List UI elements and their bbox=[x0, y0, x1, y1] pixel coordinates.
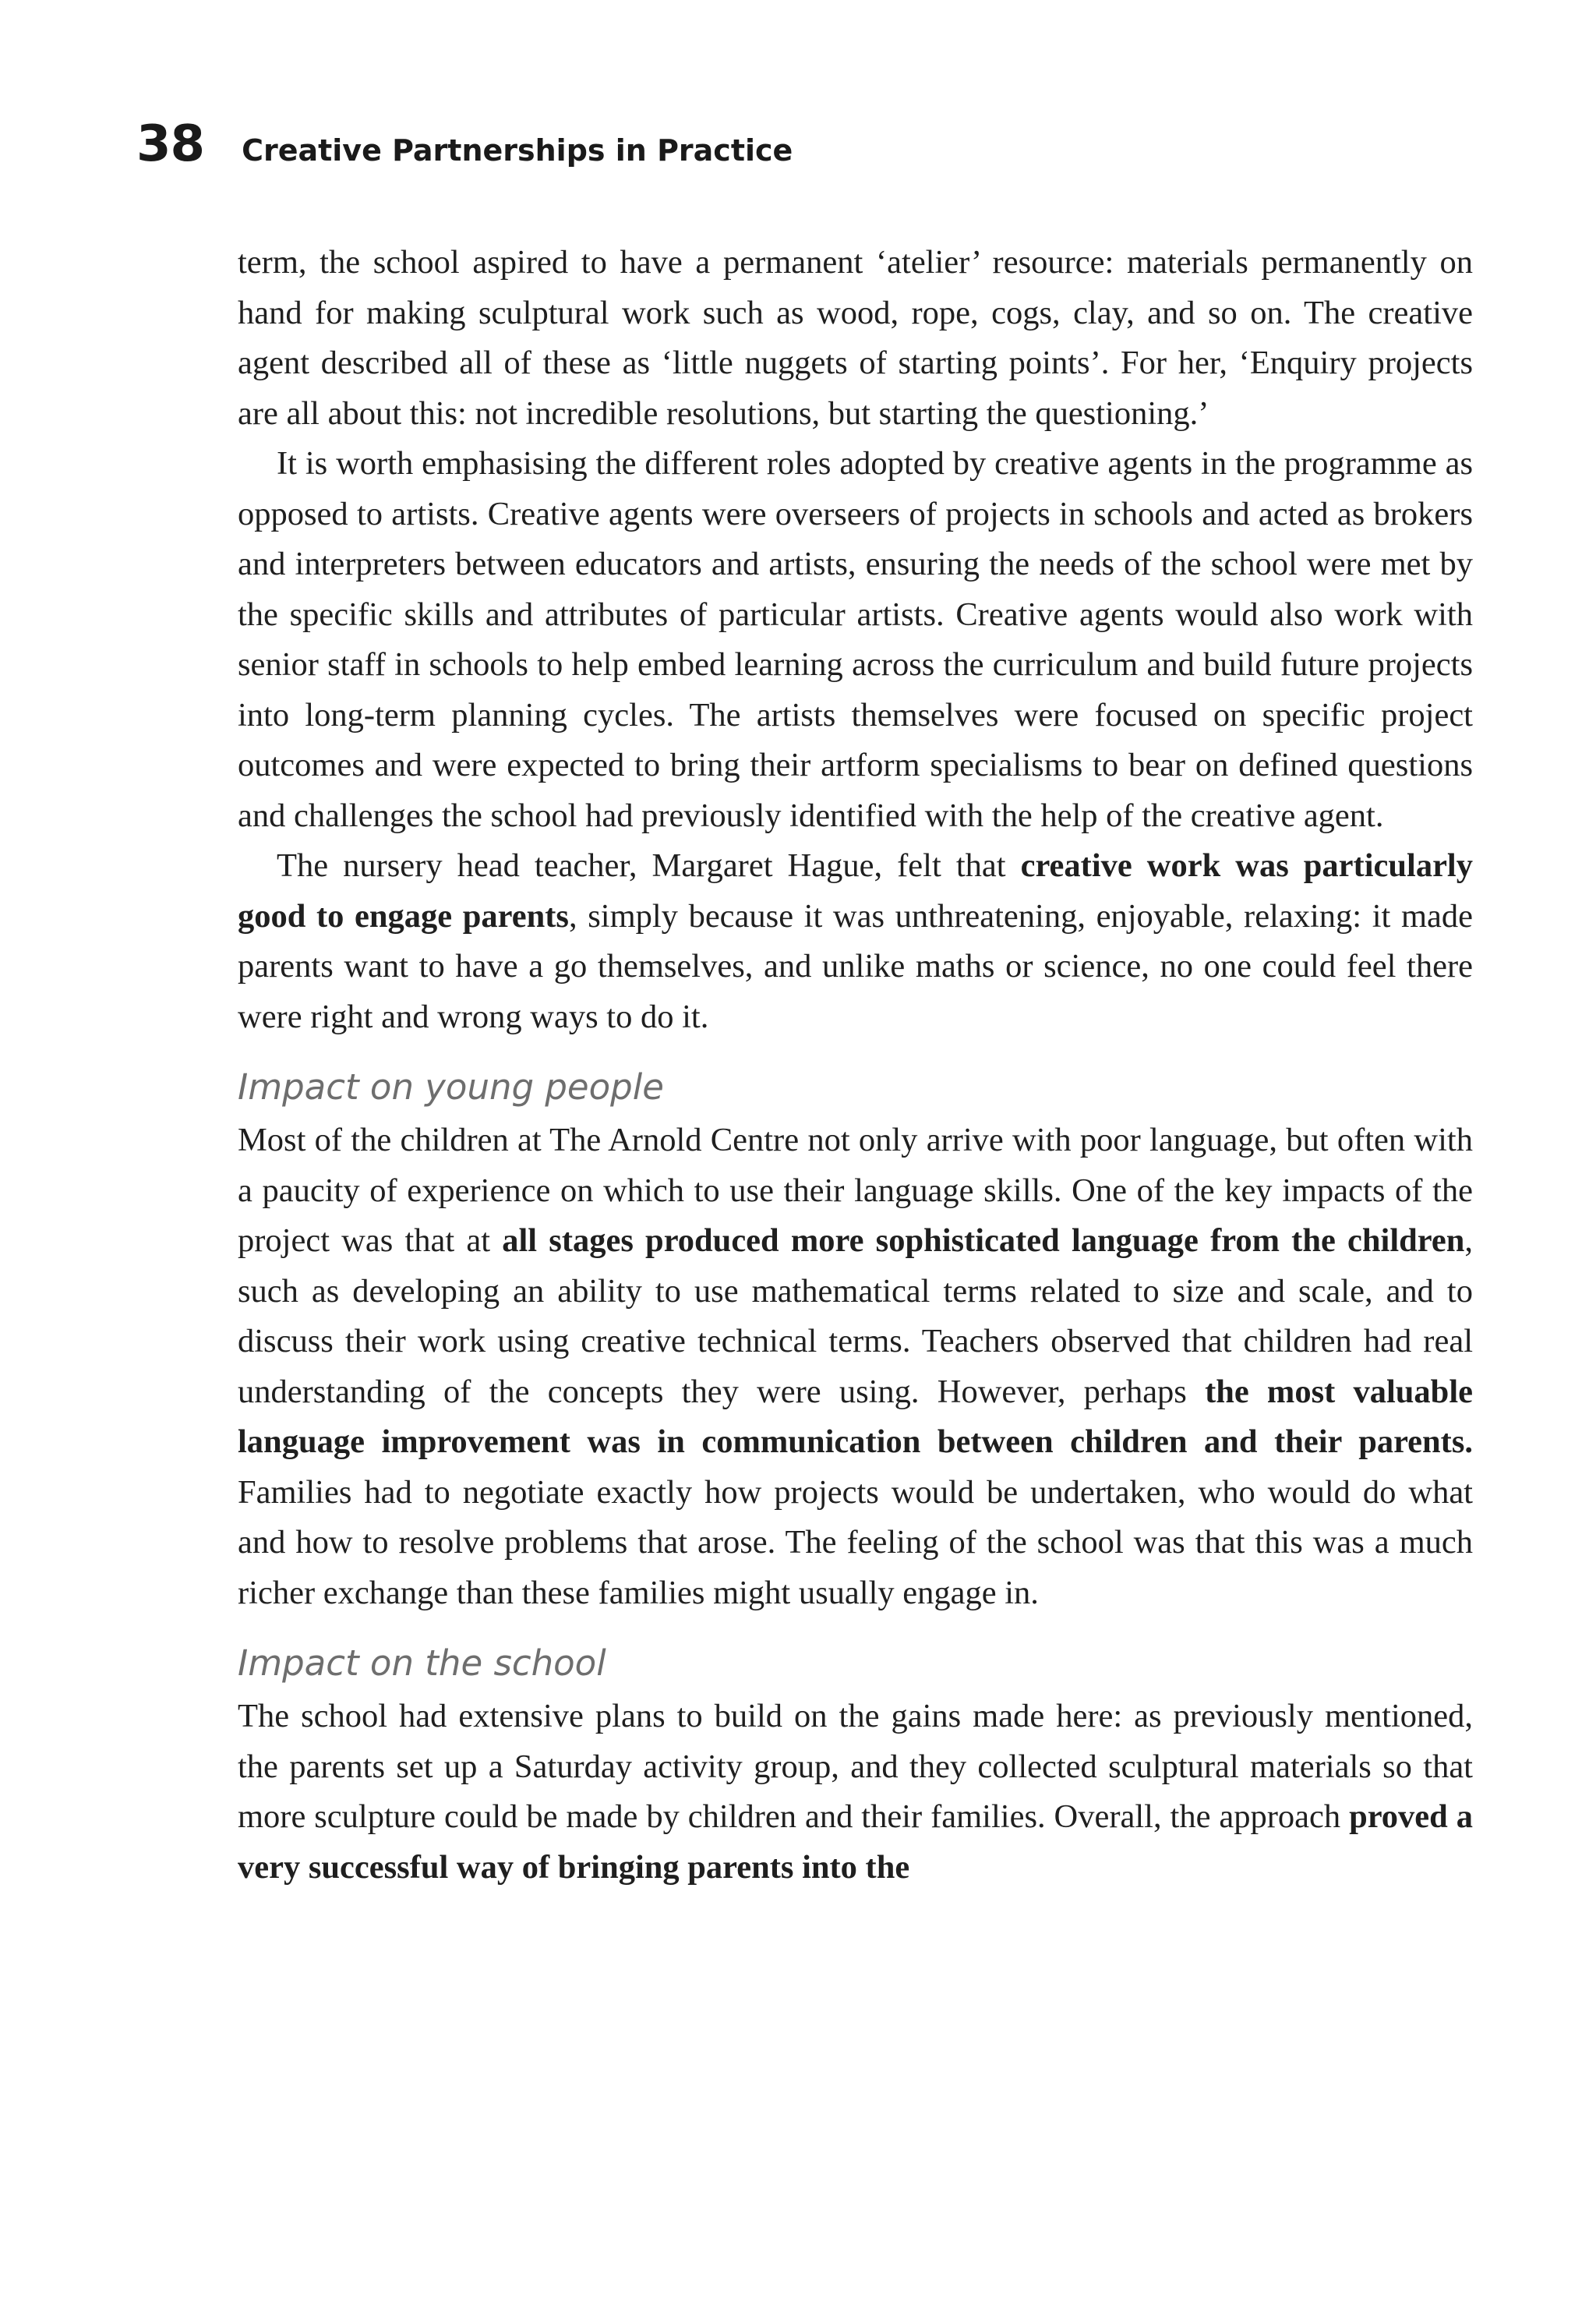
paragraph-2: It is worth emphasising the different roles adopted by creative agents in the programme as opposed to artists. Creative agents were overseers of projects in schools and acted as brokers and interpreters between educators and artists, ensuring the needs of the school were met by the specific skills and attributes of particular artists. Creative agents would also work with senior staff in schools to help embed learning across the curriculum and build future projects into long-term planning cycles. The artists themselves were focused on specific project outcomes and were expected to bring their artform specialisms to bear on defined questions and challenges the school had previously identified with the help of the creative agent. bbox=[238, 445, 1473, 834]
paragraph-1: term, the school aspired to have a permanent ‘atelier’ resource: materials permanently on hand for making sculptural work such as wood, rope, cogs, clay, and so on. The creative agent described all of these as ‘little nuggets of starting points’. For her, ‘Enquiry projects are all about this: not incredible resolutions, but starting the questioning.’ bbox=[238, 244, 1473, 432]
paragraph-bold: the most valuable language improvement was in communication between children and their parents. bbox=[238, 1373, 1473, 1460]
paragraph-bold: proved a very successful way of bringing parents into the bbox=[238, 1798, 1473, 1886]
body-text bbox=[238, 238, 1473, 1893]
paragraph-bold: all stages produced more sophisticated language from the children bbox=[502, 1222, 1465, 1259]
section-heading-young-people: Impact on young people bbox=[238, 1066, 664, 1108]
running-title: Creative Partnerships in Practice bbox=[242, 133, 793, 168]
paragraph-young-people bbox=[238, 1115, 1473, 1618]
page-number: 38 bbox=[136, 115, 205, 173]
paragraph-3-text: , simply because it was unthreatening, enjoyable, relaxing: it made parents want to have a go themselves, and unlike maths or science, no one could feel there were right and wrong ways to do it. bbox=[238, 897, 1473, 1035]
paragraph-3-text: The nursery head teacher, Margaret Hague, felt that bbox=[277, 847, 1021, 884]
section-heading-school: Impact on the school bbox=[238, 1642, 606, 1684]
paragraph-text: Most of the children at The Arnold Centre not only arrive with poor language, but often with a paucity of experience on which to use their language skills. One of the key impacts of the project was that at bbox=[238, 1122, 1473, 1259]
paragraph-3 bbox=[238, 841, 1473, 1042]
paragraph-text: , such as developing an ability to use mathematical terms related to size and scale, and to discuss their work using creative technical terms. Teachers observed that children had real understanding of the concepts they were using. However, perhaps bbox=[238, 1222, 1473, 1410]
paragraph-3-bold: creative work was particularly good to engage parents bbox=[238, 847, 1473, 935]
paragraph-text: The school had extensive plans to build on the gains made here: as previously mentioned, the parents set up a Saturday activity group, and they collected sculptural materials so that more sculpture could be made by children and their families. Overall, the approach bbox=[238, 1698, 1473, 1835]
page-header bbox=[136, 115, 793, 178]
paragraph-text: Families had to negotiate exactly how projects would be undertaken, who would do what and how to resolve problems that arose. The feeling of the school was that this was a much richer exchange than these families might usually engage in. bbox=[238, 1473, 1473, 1611]
paragraph-school bbox=[238, 1692, 1473, 1893]
